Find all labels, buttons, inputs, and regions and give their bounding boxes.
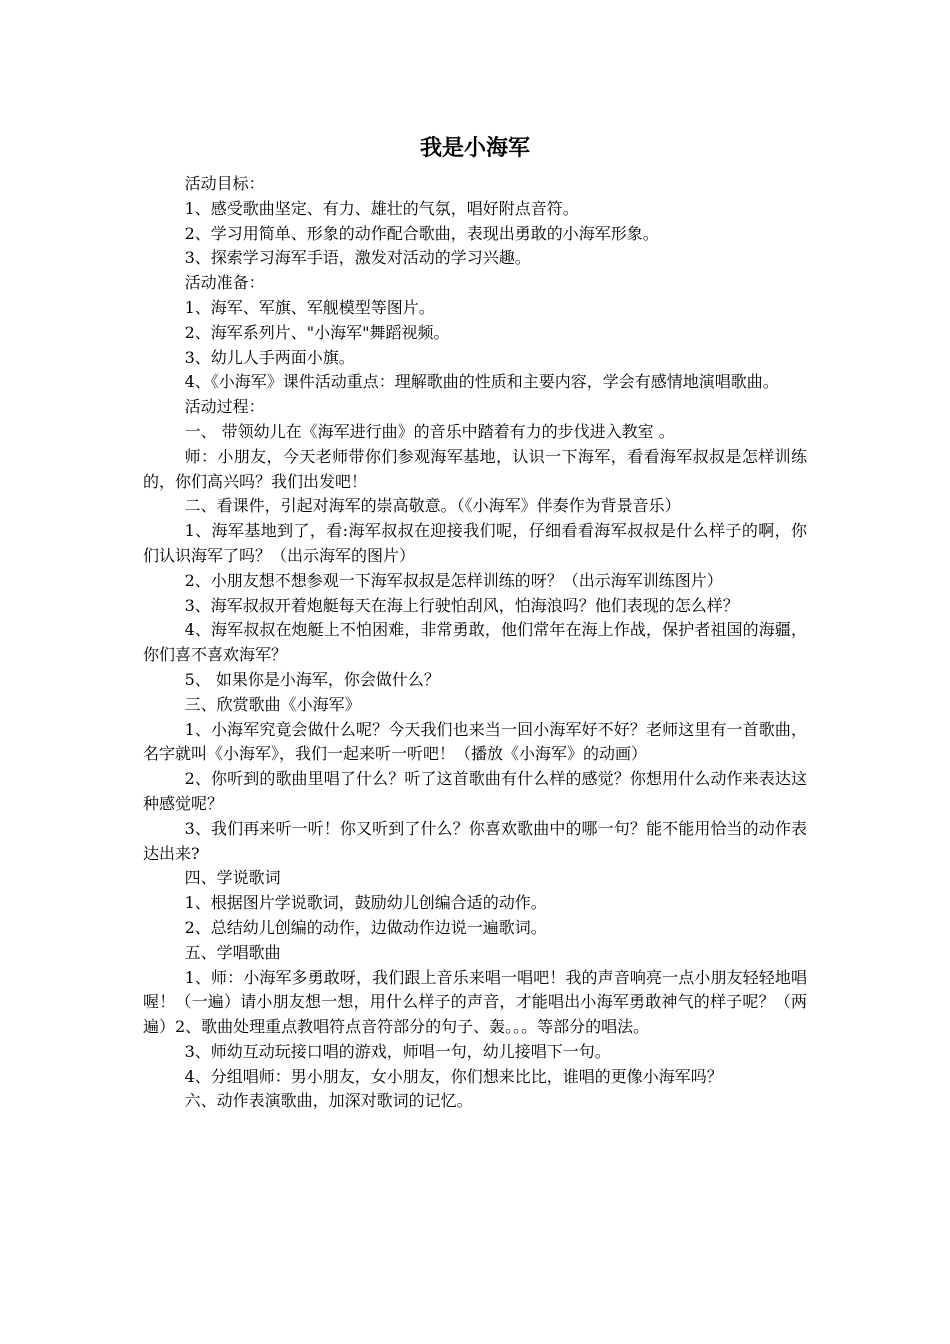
preparation-item: 1、海军、军旗、军舰模型等图片。 <box>184 297 435 317</box>
document-body <box>143 172 807 1114</box>
process-paragraph: 1、小海军究竟会做什么呢？今天我们也来当一回小海军好不好？老师这里有一首歌曲，名字就叫《小海军》，我们一起来听一听吧！（播放《小海军》的动画） <box>143 719 807 764</box>
document-page <box>143 134 807 1114</box>
process-step: 一、 带领幼儿在《海军进行曲》的音乐中踏着有力的步伐进入教室 。 <box>184 421 675 441</box>
goal-item: 2、学习用简单、形象的动作配合歌曲，表现出勇敢的小海军形象。 <box>184 223 659 243</box>
process-paragraph: 4、分组唱师：男小朋友，女小朋友，你们想来比比，谁唱的更像小海军吗？ <box>184 1066 723 1086</box>
process-paragraph: 1、根据图片学说歌词，鼓励幼儿创编合适的动作。 <box>184 893 547 913</box>
section-heading-process: 活动过程： <box>184 397 265 417</box>
process-step: 四、学说歌词 <box>184 868 281 888</box>
process-paragraph: 1、海军基地到了，看:海军叔叔在迎接我们呢，仔细看看海军叔叔是什么样子的啊，你们认识海军了吗？（出示海军的图片） <box>143 521 807 565</box>
preparation-item: 2、海军系列片、"小海军"舞蹈视频。 <box>184 322 450 342</box>
process-paragraph: 5、 如果你是小海军，你会做什么？ <box>184 669 440 689</box>
process-step: 二、看课件，引起对海军的崇高敬意。（《小海军》伴奏作为背景音乐） <box>184 496 681 516</box>
preparation-item: 3、幼儿人手两面小旗。 <box>184 347 355 367</box>
process-paragraph: 2、小朋友想不想参观一下海军叔叔是怎样训练的呀？（出示海军训练图片） <box>184 570 723 590</box>
process-paragraph: 2、总结幼儿创编的动作，边做动作边说一遍歌词。 <box>184 917 547 937</box>
goal-item: 3、探索学习海军手语，激发对活动的学习兴趣。 <box>184 248 531 268</box>
process-paragraph: 3、海军叔叔开着炮艇每天在海上行驶怕刮风，怕海浪吗？他们表现的怎么样？ <box>184 595 739 615</box>
process-paragraph: 2、你听到的歌曲里唱了什么？听了这首歌曲有什么样的感觉？你想用什么动作来表达这种感觉呢？ <box>143 769 807 813</box>
process-step: 三、欣赏歌曲《小海军》 <box>184 694 361 714</box>
section-heading-goals: 活动目标： <box>184 174 265 193</box>
goal-item: 1、感受歌曲坚定、有力、雄壮的气氛，唱好附点音符。 <box>184 198 579 218</box>
process-paragraph: 3、我们再来听一听！你又听到了什么？你喜欢歌曲中的哪一句？能不能用恰当的动作表达出来? <box>143 818 807 863</box>
process-step: 五、学唱歌曲 <box>184 942 281 962</box>
process-step: 六、动作表演歌曲，加深对歌词的记忆。 <box>184 1091 473 1111</box>
process-paragraph: 师：小朋友，今天老师带你们参观海军基地，认识一下海军，看看海军叔叔是怎样训练的，你们高兴吗？我们出发吧！ <box>143 446 807 491</box>
process-paragraph: 4、海军叔叔在炮艇上不怕困难，非常勇敢，他们常年在海上作战，保护者祖国的海疆，你们喜不喜欢海军？ <box>143 620 807 665</box>
page-title: 我是小海军 <box>419 136 530 161</box>
section-heading-preparation: 活动准备： <box>184 273 265 293</box>
process-paragraph: 3、师幼互动玩接口唱的游戏，师唱一句，幼儿接唱下一句。 <box>184 1041 611 1061</box>
preparation-item: 4、《小海军》课件活动重点：理解歌曲的性质和主要内容，学会有感情地演唱歌曲。 <box>184 372 779 392</box>
process-paragraph: 1、师：小海军多勇敢呀，我们跟上音乐来唱一唱吧！我的声音响亮一点小朋友轻轻地唱喔！（一遍）请小朋友想一想，用什么样子的声音，才能唱出小海军勇敢神气的样子呢？（两遍）2、歌曲处理重点教唱符点音符部分的句子、轰。。。等部分的唱法。 <box>143 967 807 1037</box>
